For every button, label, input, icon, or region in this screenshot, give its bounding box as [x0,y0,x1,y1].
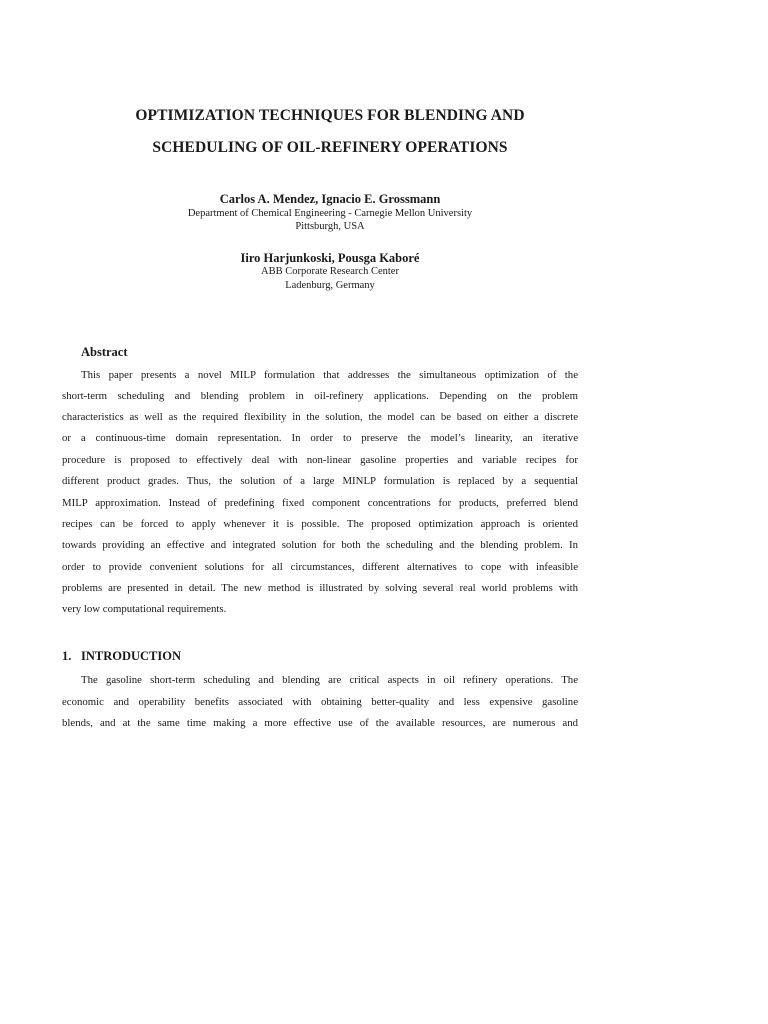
abstract-line: MILP approximation. Instead of predefining fixed component concentrations for products, preferred blend [62,497,578,509]
introduction-line: The gasoline short-term scheduling and blending are critical aspects in oil refinery operations. The [81,674,578,686]
abstract-line: towards providing an effective and integrated solution for both the scheduling and the blending problem. In [62,539,578,551]
abstract-line: order to provide convenient solutions for all circumstances, different alternatives to cope with infeasible [62,561,578,573]
abstract-line: very low computational requirements. [62,603,227,615]
affiliation-1-line-1: Department of Chemical Engineering - Carnegie Mellon University [187,208,473,219]
abstract-line: This paper presents a novel MILP formulation that addresses the simultaneous optimization of the [81,369,578,381]
abstract-line: recipes can be forced to apply whenever it is possible. The proposed optimization approach is oriented [62,518,578,530]
affiliation-2-line-2: Ladenburg, Germany [285,280,375,291]
introduction-heading: INTRODUCTION [81,649,182,663]
paper-title-line-2: SCHEDULING OF OIL-REFINERY OPERATIONS [152,139,508,156]
introduction-line: blends, and at the same time making a more effective use of the available resources, are numerous and [62,717,578,729]
introduction-line: economic and operability benefits associated with obtaining better-quality and less expensive gasoline [62,696,578,708]
abstract-line: problems are presented in detail. The new method is illustrated by solving several real world problems with [62,582,578,594]
affiliation-1-line-2: Pittsburgh, USA [295,221,365,232]
abstract-line: different product grades. Thus, the solution of a large MINLP formulation is replaced by a sequential [62,475,578,487]
author-names-2: Iiro Harjunkoski, Pousga Kaboré [240,251,420,265]
paper-title-line-1: OPTIMIZATION TECHNIQUES FOR BLENDING AND [135,107,525,124]
introduction-section-number: 1. [62,649,72,663]
abstract-line: or a continuous-time domain representation. In order to preserve the model’s linearity, an iterative [62,432,578,444]
abstract-line: short-term scheduling and blending problem in oil-refinery applications. Depending on the problem [62,390,578,402]
abstract-line: procedure is proposed to effectively deal with non-linear gasoline properties and variable recipes for [62,454,578,466]
author-names-1: Carlos A. Mendez, Ignacio E. Grossmann [219,192,441,206]
abstract-heading: Abstract [81,345,128,359]
abstract-line: characteristics as well as the required flexibility in the solution, the model can be based on either a discrete [62,411,578,423]
affiliation-2-line-1: ABB Corporate Research Center [261,266,399,277]
